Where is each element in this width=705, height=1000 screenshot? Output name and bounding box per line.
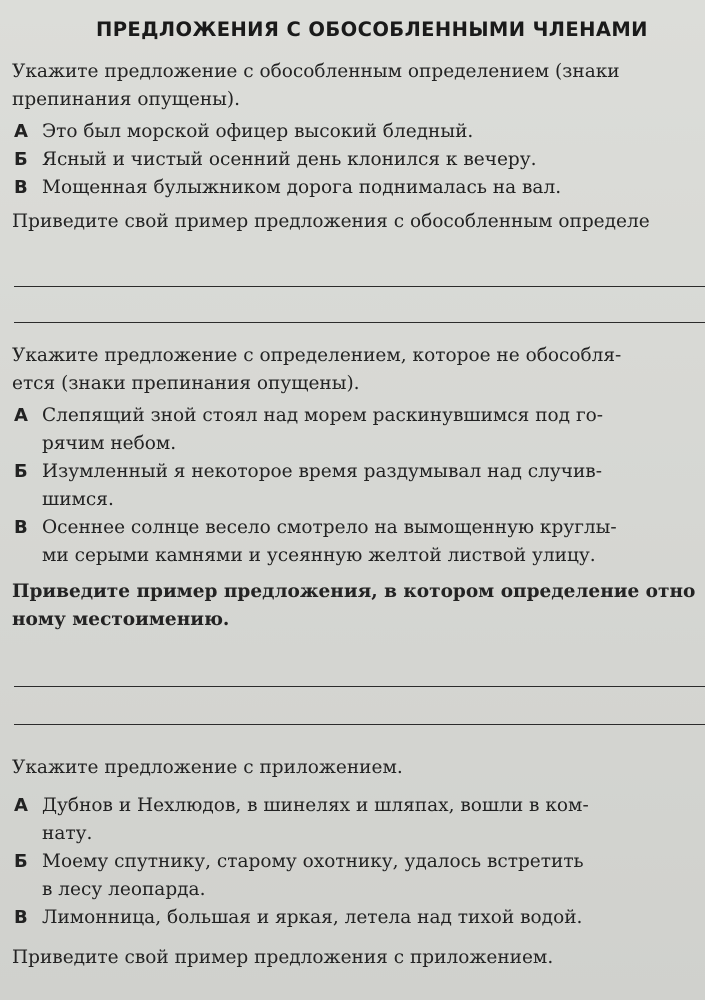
task-2-prompt-line-2: ется (знаки препинания опущены). bbox=[12, 373, 360, 394]
option-text: Это был морской офицер высокий бледный. bbox=[42, 121, 474, 142]
task-3 bbox=[12, 754, 705, 972]
task-1 bbox=[12, 58, 705, 236]
option-letter: Б bbox=[14, 461, 28, 482]
task-3-example-prompt: Приведите свой пример предложения с приложением. bbox=[12, 947, 554, 968]
answer-line[interactable] bbox=[14, 322, 705, 323]
option-text: Ясный и чистый осенний день клонился к вечеру. bbox=[42, 149, 537, 170]
task-3-option-b bbox=[12, 848, 705, 904]
answer-line[interactable] bbox=[14, 286, 705, 287]
option-text-line-2: рячим небом. bbox=[42, 433, 177, 454]
option-text-line-2: в лесу леопарда. bbox=[42, 879, 206, 900]
page-title: ПРЕДЛОЖЕНИЯ С ОБОСОБЛЕННЫМИ ЧЛЕНАМИ bbox=[96, 18, 648, 41]
task-2-example-prompt-line-1: Приведите пример предложения, в котором определение отно bbox=[12, 581, 696, 602]
task-2 bbox=[12, 342, 705, 634]
task-3-option-c bbox=[12, 904, 705, 932]
option-text-line-1: Моему спутнику, старому охотнику, удалось встретить bbox=[42, 851, 584, 872]
option-text-line-1: Лимонница, большая и яркая, летела над тихой водой. bbox=[42, 907, 583, 928]
task-2-option-a bbox=[12, 402, 705, 458]
option-letter: В bbox=[14, 517, 28, 538]
option-text-line-1: Дубнов и Нехлюдов, в шинелях и шляпах, вошли в ком- bbox=[42, 795, 589, 816]
task-1-example-prompt: Приведите свой пример предложения с обособленным определе bbox=[12, 211, 650, 232]
option-text-line-2: нату. bbox=[42, 823, 93, 844]
option-letter: А bbox=[14, 405, 28, 426]
task-1-option-b bbox=[12, 146, 705, 174]
task-2-option-b bbox=[12, 458, 705, 514]
option-text-line-2: ми серыми камнями и усеянную желтой листвой улицу. bbox=[42, 545, 596, 566]
task-1-prompt-line-1: Укажите предложение с обособленным определением (знаки bbox=[12, 61, 620, 82]
option-letter: А bbox=[14, 795, 28, 816]
option-letter: Б bbox=[14, 149, 28, 170]
option-text-line-1: Осеннее солнце весело смотрело на вымощенную круглы- bbox=[42, 517, 617, 538]
option-letter: А bbox=[14, 121, 28, 142]
task-2-option-c bbox=[12, 514, 705, 570]
option-letter: Б bbox=[14, 851, 28, 872]
option-text-line-2: шимся. bbox=[42, 489, 114, 510]
task-1-option-c bbox=[12, 174, 705, 202]
task-2-example-prompt-line-2: ному местоимению. bbox=[12, 609, 230, 630]
task-2-prompt-line-1: Укажите предложение с определением, которое не обособля- bbox=[12, 345, 622, 366]
option-text-line-1: Изумленный я некоторое время раздумывал над случив- bbox=[42, 461, 602, 482]
task-3-prompt: Укажите предложение с приложением. bbox=[12, 757, 403, 778]
task-1-option-a bbox=[12, 118, 705, 146]
option-letter: В bbox=[14, 177, 28, 198]
option-letter: В bbox=[14, 907, 28, 928]
option-text-line-1: Слепящий зной стоял над морем раскинувшимся под го- bbox=[42, 405, 604, 426]
answer-line[interactable] bbox=[14, 686, 705, 687]
task-3-option-a bbox=[12, 792, 705, 848]
answer-line[interactable] bbox=[14, 724, 705, 725]
option-text: Мощенная булыжником дорога поднималась на вал. bbox=[42, 177, 562, 198]
task-1-prompt-line-2: препинания опущены). bbox=[12, 89, 241, 110]
